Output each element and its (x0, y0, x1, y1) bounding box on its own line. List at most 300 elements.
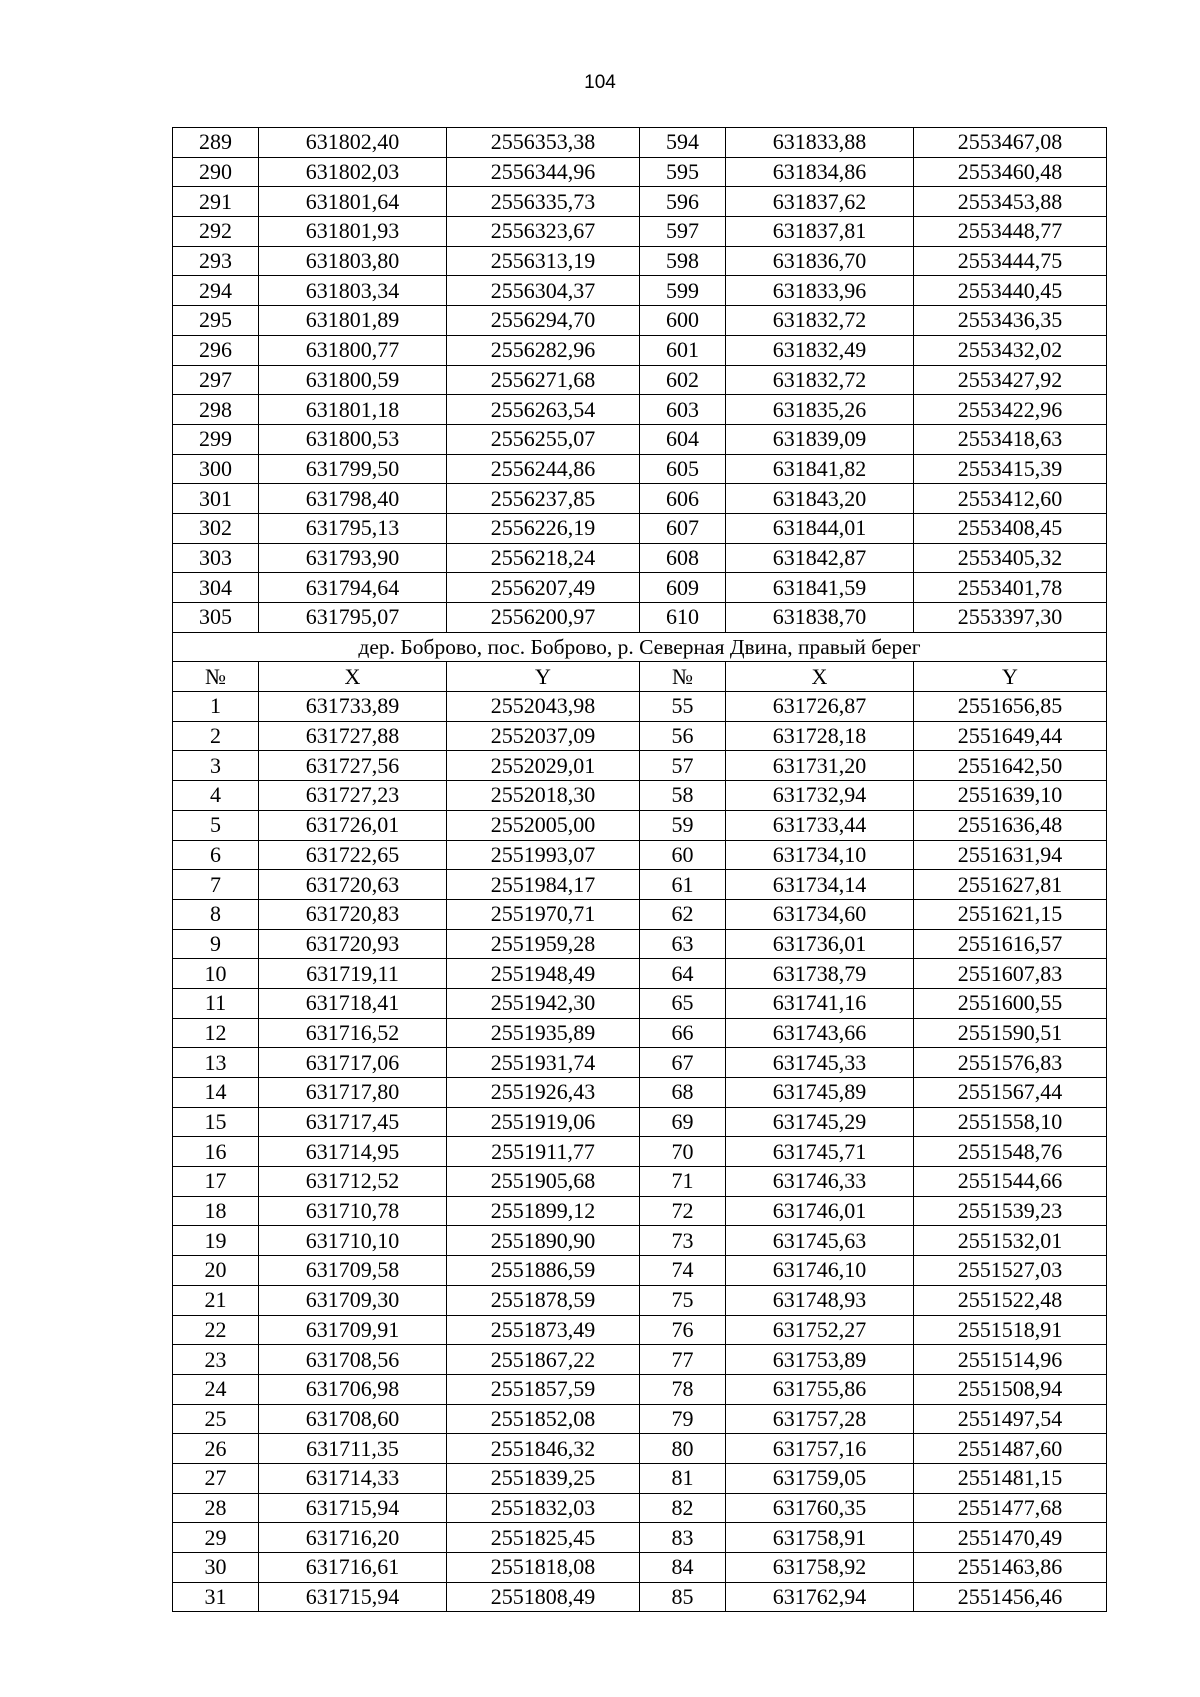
table-row (173, 424, 1107, 454)
point-number-right: 78 (640, 1374, 726, 1404)
y-left: 2551919,06 (447, 1107, 640, 1137)
table-row (173, 870, 1107, 900)
y-left: 2551852,08 (447, 1404, 640, 1434)
y-right: 2553412,60 (914, 484, 1107, 514)
table-row (173, 692, 1107, 722)
table-row (173, 1256, 1107, 1286)
x-right: 631755,86 (726, 1374, 914, 1404)
y-right: 2551497,54 (914, 1404, 1107, 1434)
y-left: 2551993,07 (447, 840, 640, 870)
point-number-right: 74 (640, 1256, 726, 1286)
point-number-right: 69 (640, 1107, 726, 1137)
y-right: 2553432,02 (914, 335, 1107, 365)
x-right: 631762,94 (726, 1582, 914, 1612)
header-y-right: Y (914, 662, 1107, 692)
x-left: 631802,03 (259, 157, 447, 187)
point-number-right: 596 (640, 187, 726, 217)
y-right: 2553422,96 (914, 395, 1107, 425)
x-right: 631841,59 (726, 573, 914, 603)
x-right: 631732,94 (726, 781, 914, 811)
point-number-left: 18 (173, 1196, 259, 1226)
y-right: 2553444,75 (914, 246, 1107, 276)
y-right: 2551567,44 (914, 1078, 1107, 1108)
x-left: 631800,59 (259, 365, 447, 395)
x-left: 631716,20 (259, 1523, 447, 1553)
point-number-left: 2 (173, 721, 259, 751)
point-number-right: 76 (640, 1315, 726, 1345)
y-left: 2551878,59 (447, 1285, 640, 1315)
x-left: 631722,65 (259, 840, 447, 870)
point-number-right: 65 (640, 988, 726, 1018)
table-row (173, 721, 1107, 751)
table-row (173, 157, 1107, 187)
table-row (173, 187, 1107, 217)
x-right: 631726,87 (726, 692, 914, 722)
y-right: 2551527,03 (914, 1256, 1107, 1286)
x-right: 631752,27 (726, 1315, 914, 1345)
x-right: 631832,49 (726, 335, 914, 365)
x-left: 631720,83 (259, 899, 447, 929)
y-left: 2556323,67 (447, 217, 640, 247)
point-number-right: 55 (640, 692, 726, 722)
y-left: 2552043,98 (447, 692, 640, 722)
x-right: 631746,33 (726, 1167, 914, 1197)
point-number-right: 607 (640, 513, 726, 543)
x-left: 631715,94 (259, 1582, 447, 1612)
x-left: 631718,41 (259, 988, 447, 1018)
table-row (173, 840, 1107, 870)
x-left: 631803,34 (259, 276, 447, 306)
point-number-right: 606 (640, 484, 726, 514)
page-number: 104 (584, 72, 616, 93)
x-left: 631801,64 (259, 187, 447, 217)
y-right: 2551621,15 (914, 899, 1107, 929)
point-number-right: 67 (640, 1048, 726, 1078)
table-row (173, 1078, 1107, 1108)
point-number-right: 610 (640, 603, 726, 633)
y-left: 2551825,45 (447, 1523, 640, 1553)
x-right: 631743,66 (726, 1018, 914, 1048)
y-right: 2551487,60 (914, 1434, 1107, 1464)
y-left: 2556226,19 (447, 513, 640, 543)
y-left: 2556353,38 (447, 128, 640, 158)
point-number-left: 15 (173, 1107, 259, 1137)
y-left: 2556282,96 (447, 335, 640, 365)
x-right: 631745,63 (726, 1226, 914, 1256)
y-right: 2551539,23 (914, 1196, 1107, 1226)
table-row (173, 1315, 1107, 1345)
x-left: 631803,80 (259, 246, 447, 276)
y-left: 2551942,30 (447, 988, 640, 1018)
x-right: 631837,81 (726, 217, 914, 247)
y-left: 2556294,70 (447, 306, 640, 336)
x-left: 631712,52 (259, 1167, 447, 1197)
x-left: 631716,61 (259, 1553, 447, 1583)
x-right: 631843,20 (726, 484, 914, 514)
point-number-right: 61 (640, 870, 726, 900)
x-right: 631757,28 (726, 1404, 914, 1434)
y-left: 2556263,54 (447, 395, 640, 425)
table-row (173, 1523, 1107, 1553)
y-right: 2551631,94 (914, 840, 1107, 870)
y-left: 2556255,07 (447, 424, 640, 454)
point-number-left: 30 (173, 1553, 259, 1583)
x-left: 631798,40 (259, 484, 447, 514)
x-right: 631738,79 (726, 959, 914, 989)
y-right: 2551514,96 (914, 1345, 1107, 1375)
header-number-left: № (173, 662, 259, 692)
x-left: 631717,45 (259, 1107, 447, 1137)
x-left: 631793,90 (259, 543, 447, 573)
point-number-left: 13 (173, 1048, 259, 1078)
x-left: 631711,35 (259, 1434, 447, 1464)
y-right: 2551616,57 (914, 929, 1107, 959)
table-row (173, 573, 1107, 603)
x-right: 631836,70 (726, 246, 914, 276)
x-right: 631758,92 (726, 1553, 914, 1583)
y-right: 2551656,85 (914, 692, 1107, 722)
y-left: 2551970,71 (447, 899, 640, 929)
x-left: 631706,98 (259, 1374, 447, 1404)
x-left: 631801,18 (259, 395, 447, 425)
point-number-right: 80 (640, 1434, 726, 1464)
point-number-left: 289 (173, 128, 259, 158)
y-right: 2553408,45 (914, 513, 1107, 543)
table-row (173, 1196, 1107, 1226)
y-left: 2551867,22 (447, 1345, 640, 1375)
x-left: 631801,93 (259, 217, 447, 247)
x-right: 631838,70 (726, 603, 914, 633)
point-number-left: 293 (173, 246, 259, 276)
point-number-left: 8 (173, 899, 259, 929)
y-left: 2556200,97 (447, 603, 640, 633)
table-row (173, 899, 1107, 929)
y-left: 2556237,85 (447, 484, 640, 514)
y-right: 2553405,32 (914, 543, 1107, 573)
table-row (173, 1018, 1107, 1048)
section-title-row (173, 632, 1107, 662)
table-row (173, 306, 1107, 336)
y-right: 2551548,76 (914, 1137, 1107, 1167)
y-left: 2551846,32 (447, 1434, 640, 1464)
table-row (173, 1582, 1107, 1612)
point-number-left: 1 (173, 692, 259, 722)
table-row (173, 1167, 1107, 1197)
x-left: 631727,88 (259, 721, 447, 751)
y-left: 2551890,90 (447, 1226, 640, 1256)
point-number-right: 73 (640, 1226, 726, 1256)
point-number-right: 72 (640, 1196, 726, 1226)
point-number-right: 600 (640, 306, 726, 336)
table-row (173, 1226, 1107, 1256)
section-title: дер. Боброво, пос. Боброво, р. Северная Двина, правый берег (173, 632, 1107, 662)
point-number-right: 62 (640, 899, 726, 929)
point-number-left: 27 (173, 1463, 259, 1493)
table-row (173, 128, 1107, 158)
x-left: 631794,64 (259, 573, 447, 603)
point-number-right: 64 (640, 959, 726, 989)
table-row (173, 1374, 1107, 1404)
x-right: 631745,33 (726, 1048, 914, 1078)
table-row (173, 810, 1107, 840)
point-number-left: 16 (173, 1137, 259, 1167)
y-right: 2551600,55 (914, 988, 1107, 1018)
x-right: 631731,20 (726, 751, 914, 781)
x-left: 631717,80 (259, 1078, 447, 1108)
point-number-left: 291 (173, 187, 259, 217)
point-number-left: 304 (173, 573, 259, 603)
x-right: 631734,60 (726, 899, 914, 929)
y-left: 2552037,09 (447, 721, 640, 751)
header-y-left: Y (447, 662, 640, 692)
x-right: 631736,01 (726, 929, 914, 959)
x-right: 631833,88 (726, 128, 914, 158)
y-left: 2552029,01 (447, 751, 640, 781)
x-right: 631734,14 (726, 870, 914, 900)
point-number-left: 299 (173, 424, 259, 454)
point-number-right: 66 (640, 1018, 726, 1048)
point-number-left: 302 (173, 513, 259, 543)
y-left: 2551857,59 (447, 1374, 640, 1404)
y-right: 2553440,45 (914, 276, 1107, 306)
table-row (173, 365, 1107, 395)
point-number-left: 297 (173, 365, 259, 395)
point-number-right: 598 (640, 246, 726, 276)
y-right: 2551463,86 (914, 1553, 1107, 1583)
x-right: 631745,71 (726, 1137, 914, 1167)
y-left: 2551931,74 (447, 1048, 640, 1078)
y-right: 2551522,48 (914, 1285, 1107, 1315)
y-right: 2551470,49 (914, 1523, 1107, 1553)
y-left: 2556271,68 (447, 365, 640, 395)
y-right: 2553401,78 (914, 573, 1107, 603)
table-row (173, 988, 1107, 1018)
x-left: 631799,50 (259, 454, 447, 484)
point-number-left: 17 (173, 1167, 259, 1197)
point-number-right: 602 (640, 365, 726, 395)
point-number-right: 599 (640, 276, 726, 306)
x-right: 631834,86 (726, 157, 914, 187)
point-number-right: 597 (640, 217, 726, 247)
point-number-right: 75 (640, 1285, 726, 1315)
y-left: 2551926,43 (447, 1078, 640, 1108)
point-number-left: 10 (173, 959, 259, 989)
x-left: 631709,58 (259, 1256, 447, 1286)
x-left: 631802,40 (259, 128, 447, 158)
point-number-left: 26 (173, 1434, 259, 1464)
y-right: 2551508,94 (914, 1374, 1107, 1404)
point-number-left: 6 (173, 840, 259, 870)
y-right: 2553427,92 (914, 365, 1107, 395)
point-number-left: 19 (173, 1226, 259, 1256)
table-row (173, 1137, 1107, 1167)
x-left: 631720,63 (259, 870, 447, 900)
x-right: 631741,16 (726, 988, 914, 1018)
x-left: 631714,33 (259, 1463, 447, 1493)
point-number-left: 14 (173, 1078, 259, 1108)
table-row (173, 1553, 1107, 1583)
x-right: 631746,01 (726, 1196, 914, 1226)
x-left: 631726,01 (259, 810, 447, 840)
x-right: 631728,18 (726, 721, 914, 751)
point-number-left: 24 (173, 1374, 259, 1404)
x-right: 631746,10 (726, 1256, 914, 1286)
y-left: 2551935,89 (447, 1018, 640, 1048)
table-row (173, 276, 1107, 306)
point-number-right: 63 (640, 929, 726, 959)
x-left: 631795,13 (259, 513, 447, 543)
y-left: 2551959,28 (447, 929, 640, 959)
table-row (173, 1285, 1107, 1315)
point-number-right: 595 (640, 157, 726, 187)
point-number-right: 57 (640, 751, 726, 781)
y-right: 2551558,10 (914, 1107, 1107, 1137)
x-left: 631727,56 (259, 751, 447, 781)
y-right: 2551576,83 (914, 1048, 1107, 1078)
y-left: 2551984,17 (447, 870, 640, 900)
point-number-right: 601 (640, 335, 726, 365)
point-number-right: 85 (640, 1582, 726, 1612)
point-number-left: 5 (173, 810, 259, 840)
point-number-right: 56 (640, 721, 726, 751)
table-row (173, 335, 1107, 365)
y-left: 2551839,25 (447, 1463, 640, 1493)
x-left: 631710,78 (259, 1196, 447, 1226)
table-row (173, 395, 1107, 425)
y-right: 2553415,39 (914, 454, 1107, 484)
y-left: 2556207,49 (447, 573, 640, 603)
x-right: 631832,72 (726, 365, 914, 395)
y-right: 2551649,44 (914, 721, 1107, 751)
x-left: 631714,95 (259, 1137, 447, 1167)
point-number-left: 7 (173, 870, 259, 900)
y-right: 2553418,63 (914, 424, 1107, 454)
point-number-left: 23 (173, 1345, 259, 1375)
table-row (173, 603, 1107, 633)
point-number-right: 59 (640, 810, 726, 840)
table-row (173, 1463, 1107, 1493)
x-right: 631760,35 (726, 1493, 914, 1523)
table-row (173, 484, 1107, 514)
point-number-left: 294 (173, 276, 259, 306)
x-left: 631710,10 (259, 1226, 447, 1256)
point-number-right: 608 (640, 543, 726, 573)
y-left: 2551905,68 (447, 1167, 640, 1197)
y-right: 2551544,66 (914, 1167, 1107, 1197)
x-left: 631708,56 (259, 1345, 447, 1375)
y-left: 2552005,00 (447, 810, 640, 840)
point-number-right: 83 (640, 1523, 726, 1553)
point-number-right: 79 (640, 1404, 726, 1434)
y-left: 2556335,73 (447, 187, 640, 217)
point-number-right: 81 (640, 1463, 726, 1493)
table-row (173, 959, 1107, 989)
point-number-right: 605 (640, 454, 726, 484)
point-number-right: 68 (640, 1078, 726, 1108)
point-number-right: 71 (640, 1167, 726, 1197)
x-right: 631837,62 (726, 187, 914, 217)
x-right: 631844,01 (726, 513, 914, 543)
table-row (173, 246, 1107, 276)
x-right: 631758,91 (726, 1523, 914, 1553)
y-right: 2553448,77 (914, 217, 1107, 247)
x-right: 631733,44 (726, 810, 914, 840)
y-right: 2551477,68 (914, 1493, 1107, 1523)
table-row (173, 1345, 1107, 1375)
x-left: 631716,52 (259, 1018, 447, 1048)
point-number-right: 58 (640, 781, 726, 811)
table-row (173, 1434, 1107, 1464)
y-right: 2553436,35 (914, 306, 1107, 336)
point-number-left: 296 (173, 335, 259, 365)
y-left: 2556313,19 (447, 246, 640, 276)
point-number-right: 609 (640, 573, 726, 603)
x-left: 631709,91 (259, 1315, 447, 1345)
x-right: 631841,82 (726, 454, 914, 484)
top-rows-group (173, 128, 1107, 633)
coordinates-table (172, 127, 1107, 1612)
y-right: 2551518,91 (914, 1315, 1107, 1345)
y-left: 2551873,49 (447, 1315, 640, 1345)
y-left: 2556344,96 (447, 157, 640, 187)
x-right: 631833,96 (726, 276, 914, 306)
point-number-left: 4 (173, 781, 259, 811)
point-number-left: 20 (173, 1256, 259, 1286)
point-number-left: 290 (173, 157, 259, 187)
table-row (173, 1048, 1107, 1078)
y-right: 2551590,51 (914, 1018, 1107, 1048)
header-x-right: X (726, 662, 914, 692)
point-number-left: 25 (173, 1404, 259, 1434)
x-right: 631745,29 (726, 1107, 914, 1137)
header-row (173, 662, 1107, 692)
x-right: 631745,89 (726, 1078, 914, 1108)
table-row (173, 513, 1107, 543)
x-right: 631759,05 (726, 1463, 914, 1493)
x-left: 631715,94 (259, 1493, 447, 1523)
y-right: 2551481,15 (914, 1463, 1107, 1493)
point-number-right: 70 (640, 1137, 726, 1167)
y-left: 2551911,77 (447, 1137, 640, 1167)
point-number-left: 11 (173, 988, 259, 1018)
point-number-right: 603 (640, 395, 726, 425)
y-right: 2553453,88 (914, 187, 1107, 217)
y-left: 2551899,12 (447, 1196, 640, 1226)
y-left: 2551832,03 (447, 1493, 640, 1523)
y-left: 2551886,59 (447, 1256, 640, 1286)
x-left: 631727,23 (259, 781, 447, 811)
x-right: 631753,89 (726, 1345, 914, 1375)
table-row (173, 1107, 1107, 1137)
x-right: 631835,26 (726, 395, 914, 425)
point-number-right: 82 (640, 1493, 726, 1523)
y-left: 2551948,49 (447, 959, 640, 989)
y-left: 2556244,86 (447, 454, 640, 484)
y-left: 2551808,49 (447, 1582, 640, 1612)
point-number-left: 295 (173, 306, 259, 336)
x-left: 631719,11 (259, 959, 447, 989)
y-left: 2552018,30 (447, 781, 640, 811)
table-row (173, 781, 1107, 811)
y-right: 2551642,50 (914, 751, 1107, 781)
point-number-right: 594 (640, 128, 726, 158)
x-left: 631720,93 (259, 929, 447, 959)
x-right: 631757,16 (726, 1434, 914, 1464)
header-number-right: № (640, 662, 726, 692)
point-number-left: 292 (173, 217, 259, 247)
x-right: 631832,72 (726, 306, 914, 336)
point-number-left: 301 (173, 484, 259, 514)
